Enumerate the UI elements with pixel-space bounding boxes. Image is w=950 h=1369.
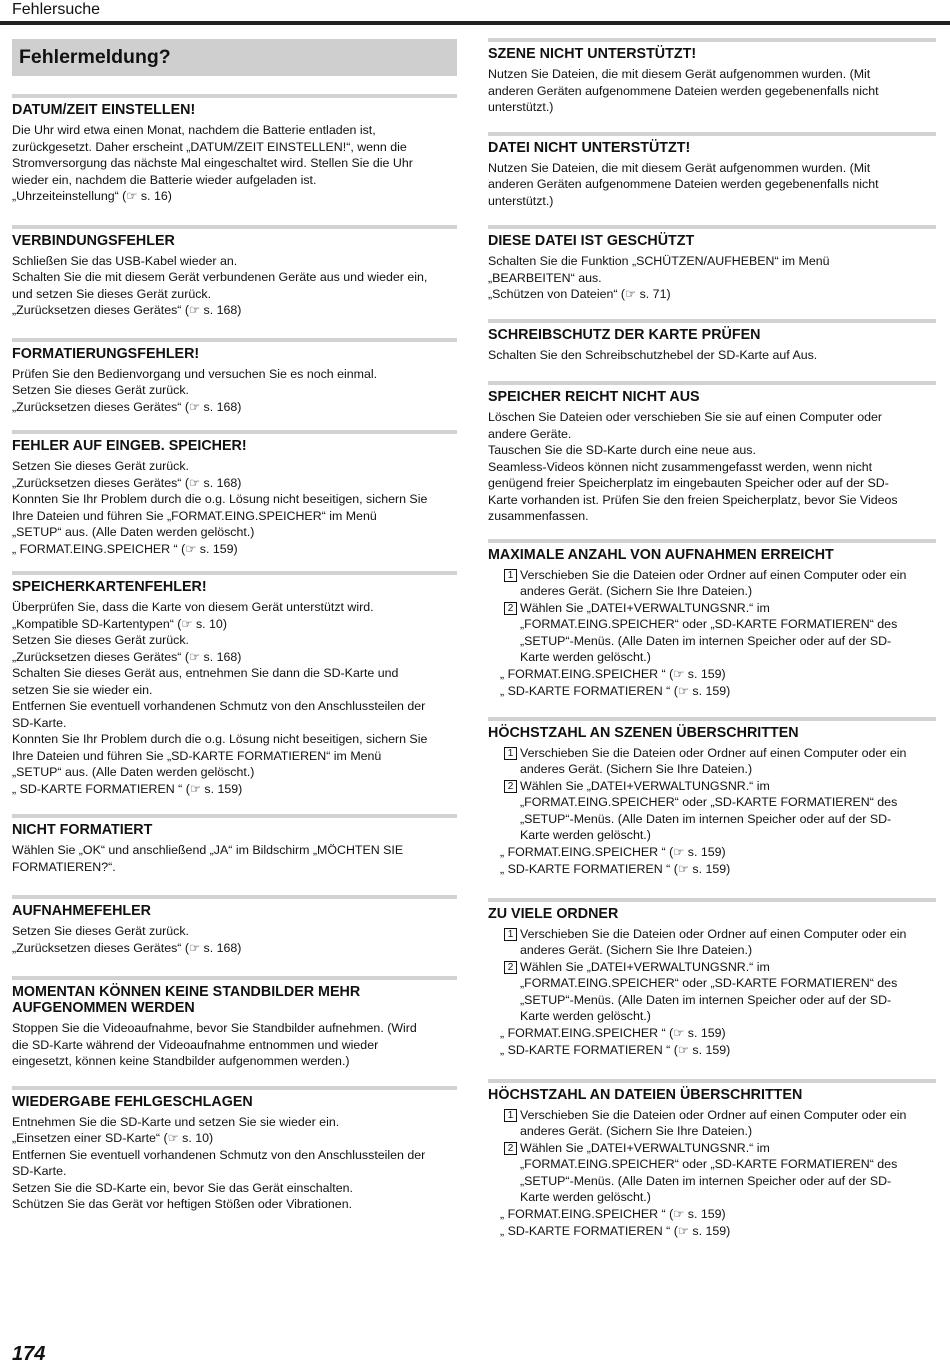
step-number: 1 [504,928,517,941]
section-title: WIEDERGABE FEHLGESCHLAGEN [12,1093,253,1110]
step-number: 2 [504,602,517,615]
body-line: Konnten Sie Ihr Problem durch die o.g. Lösung nicht beseitigen, sichern Sie [12,492,428,506]
section-bar [488,898,936,902]
body-line: „SETUP“ aus. (Alle Daten werden gelöscht.) [12,525,255,539]
body-line: anderen Geräten aufgenommene Dateien werden gegebenenfalls nicht [488,177,879,191]
body-line: „Zurücksetzen dieses Gerätes“ (☞ s. 168) [12,399,242,414]
body-line: Setzen Sie dieses Gerät zurück. [12,924,189,938]
body-line: Entfernen Sie eventuell vorhandenen Schmutz von den Anschlussteilen der [12,699,426,713]
section-body [12,253,457,319]
body-line: Ihre Dateien und führen Sie „SD-KARTE FORMATIEREN“ im Menü [12,748,382,763]
section-title: DATUM/ZEIT EINSTELLEN! [12,102,196,118]
body-line: setzen Sie sie wieder ein. [12,682,153,697]
body-line: Prüfen Sie den Bedienvorgang und versuchen Sie es noch einmal. [12,366,378,381]
section [12,430,457,557]
step-item [488,745,936,778]
section-title: ZU VIELE ORDNER [488,905,619,922]
body-line: Schützen Sie das Gerät vor heftigen Stößen oder Vibrationen. [12,1197,353,1211]
section-bar [488,225,936,229]
body-line: „Zurücksetzen dieses Gerätes“ (☞ s. 168) [12,475,242,490]
body-line: „Schützen von Dateien“ (☞ s. 71) [488,287,671,301]
step-text: anderes Gerät. (Sichern Sie Ihre Dateien.) [520,943,753,957]
body-line: Nutzen Sie Dateien, die mit diesem Gerät aufgenommen wurden. (Mit [488,160,871,175]
left-column [12,38,457,1213]
body-line: Ihre Dateien und führen Sie „FORMAT.EING.SPEICHER“ im Menü [12,508,377,523]
section-title: HÖCHSTZAHL AN SZENEN ÜBERSCHRITTEN [488,724,799,741]
section-title: SCHREIBSCHUTZ DER KARTE PRÜFEN [488,326,761,343]
step-number: 1 [504,569,517,582]
step-list [488,745,936,844]
step-text: Verschieben Sie die Dateien oder Ordner auf einen Computer oder ein [520,926,907,941]
reference-list [500,1025,936,1059]
section-bar [12,895,457,899]
step-text: „SETUP“-Menüs. (Alle Daten im internen Speicher oder auf der SD- [520,1173,892,1188]
body-line: zusammenfassen. [488,509,589,523]
section-bar [488,132,936,136]
step-item [488,926,936,959]
step-text: „SETUP“-Menüs. (Alle Daten im internen Speicher oder auf der SD- [520,633,892,648]
section [488,225,936,303]
body-line: Konnten Sie Ihr Problem durch die o.g. Lösung nicht beseitigen, sichern Sie [12,732,428,746]
step-text: Karte werden gelöscht.) [520,1009,651,1023]
section-body [12,599,457,797]
step-text: Wählen Sie „DATEI+VERWALTUNGSNR.“ im [520,600,770,615]
step-text: Karte werden gelöscht.) [520,828,651,842]
section-bar [12,430,457,434]
body-line: Schalten Sie die mit diesem Gerät verbundenen Geräte aus und wieder ein, [12,270,428,284]
step-item [488,600,936,666]
body-line: Schalten Sie die Funktion „SCHÜTZEN/AUFHEBEN“ im Menü [488,254,830,268]
step-item [488,959,936,1025]
body-line: „ SD-KARTE FORMATIEREN “ (☞ s. 159) [12,781,243,796]
section-title: DATEI NICHT UNTERSTÜTZT! [488,139,691,156]
reference-link: „ FORMAT.EING.SPEICHER “ (☞ s. 159) [500,844,726,859]
section-bar [488,1079,936,1083]
section-bar [12,814,457,818]
reference-link: „ SD-KARTE FORMATIEREN “ (☞ s. 159) [500,861,731,876]
section [488,717,936,878]
section [488,898,936,1059]
section-body [488,409,936,525]
step-item [488,1140,936,1206]
body-line: Überprüfen Sie, dass die Karte von diesem Gerät unterstützt wird. [12,600,374,614]
page-title: Fehlermeldung? [19,46,171,68]
reference-list [500,1206,936,1240]
body-line: Setzen Sie dieses Gerät zurück. [12,459,189,473]
step-number: 2 [504,961,517,974]
section [488,1079,936,1240]
section-body [12,366,457,416]
body-line: „ FORMAT.EING.SPEICHER “ (☞ s. 159) [12,541,238,556]
reference-link: „ SD-KARTE FORMATIEREN “ (☞ s. 159) [500,1042,731,1057]
right-column [488,38,936,1240]
body-line: „Kompatible SD-Kartentypen“ (☞ s. 10) [12,616,227,631]
body-line: Schalten Sie den Schreibschutzhebel der SD-Karte auf Aus. [488,347,818,362]
step-text: „FORMAT.EING.SPEICHER“ oder „SD-KARTE FORMATIEREN“ des [520,617,898,631]
body-line: Schließen Sie das USB-Kabel wieder an. [12,253,238,268]
section-title: NICHT FORMATIERT [12,822,153,838]
section-bar [12,94,457,98]
step-list [488,926,936,1025]
section-title: FORMATIERUNGSFEHLER! [12,345,200,362]
body-line: eingesetzt, können keine Standbilder aufgenommen werden.) [12,1054,350,1068]
section-title: MOMENTAN KÖNNEN KEINE STANDBILDER MEHR AUFGENOMMEN WERDEN [12,984,361,1016]
step-text: anderes Gerät. (Sichern Sie Ihre Dateien.) [520,762,753,776]
section-bar [12,571,457,575]
section-bar [12,1086,457,1090]
section-body [12,1114,457,1213]
body-line: „BEARBEITEN“ aus. [488,270,602,285]
step-text: Karte werden gelöscht.) [520,650,651,664]
step-number: 1 [504,747,517,760]
body-line: Seamless-Videos können nicht zusammengefasst werden, wenn nicht [488,459,873,474]
section-body [488,347,936,364]
section-bar [488,539,936,543]
section-title: AUFNAHMEFEHLER [12,903,151,919]
section-title: SZENE NICHT UNTERSTÜTZT! [488,46,697,62]
section [488,319,936,364]
step-text: anderes Gerät. (Sichern Sie Ihre Dateien.) [520,584,753,598]
body-line: Tauschen Sie die SD-Karte durch eine neue aus. [488,443,756,457]
step-text: „FORMAT.EING.SPEICHER“ oder „SD-KARTE FORMATIEREN“ des [520,976,898,990]
body-line: anderen Geräten aufgenommene Dateien werden gegebenenfalls nicht [488,83,879,98]
step-item [488,778,936,844]
section-body [12,842,457,875]
section-title: DIESE DATEI IST GESCHÜTZT [488,233,695,249]
body-line: unterstützt.) [488,193,554,208]
section [12,225,457,319]
reference-link: „ FORMAT.EING.SPEICHER “ (☞ s. 159) [500,666,726,681]
section-body [488,160,936,210]
section-bar [12,976,457,980]
section-title: SPEICHERKARTENFEHLER! [12,579,207,595]
section-bar [12,338,457,342]
step-text: „SETUP“-Menüs. (Alle Daten im internen Speicher oder auf der SD- [520,992,892,1007]
body-line: und setzen Sie dieses Gerät zurück. [12,286,212,301]
step-item [488,1107,936,1140]
section [12,94,457,205]
body-line: Stromversorgung das nächste Mal eingeschaltet wird. Stellen Sie die Uhr [12,156,413,170]
reference-list [500,666,936,700]
section [12,814,457,875]
body-line: genügend freier Speicherplatz im eingebauten Speicher oder auf der SD- [488,476,889,490]
section [12,571,457,797]
body-line: „Einsetzen einer SD-Karte“ (☞ s. 10) [12,1131,214,1145]
reference-link: „ SD-KARTE FORMATIEREN “ (☞ s. 159) [500,683,731,698]
body-line: andere Geräte. [488,426,572,441]
section-bar [488,717,936,721]
section-body [12,1020,457,1070]
header-rule [0,21,950,25]
body-line: Setzen Sie die SD-Karte ein, bevor Sie das Gerät einschalten. [12,1180,353,1195]
page-header [0,0,950,30]
section-title: VERBINDUNGSFEHLER [12,232,175,249]
step-text: Verschieben Sie die Dateien oder Ordner auf einen Computer oder ein [520,745,907,760]
step-list [488,1107,936,1206]
body-line: Löschen Sie Dateien oder verschieben Sie sie auf einen Computer oder [488,410,882,424]
section-body [12,923,457,956]
step-list [488,567,936,666]
body-line: „Zurücksetzen dieses Gerätes“ (☞ s. 168) [12,303,242,317]
section-body [12,122,457,205]
body-line: Entnehmen Sie die SD-Karte und setzen Sie sie wieder ein. [12,1114,340,1129]
step-number: 2 [504,780,517,793]
reference-link: „ FORMAT.EING.SPEICHER “ (☞ s. 159) [500,1025,726,1040]
section [488,132,936,210]
body-line: „Uhrzeiteinstellung“ (☞ s. 16) [12,189,172,203]
page-title-box [12,39,457,76]
body-line: Die Uhr wird etwa einen Monat, nachdem die Batterie entladen ist, [12,123,376,137]
reference-list [500,844,936,878]
step-text: Wählen Sie „DATEI+VERWALTUNGSNR.“ im [520,1140,770,1155]
step-text: Verschieben Sie die Dateien oder Ordner auf einen Computer oder ein [520,1107,907,1122]
section [488,539,936,700]
body-line: die SD-Karte während der Videoaufnahme entnommen und wieder [12,1037,379,1052]
body-line: Schalten Sie dieses Gerät aus, entnehmen Sie dann die SD-Karte und [12,666,399,680]
step-text: „FORMAT.EING.SPEICHER“ oder „SD-KARTE FORMATIEREN“ des [520,795,898,809]
section-body [488,66,936,116]
section-title: SPEICHER REICHT NICHT AUS [488,389,700,405]
body-line: „SETUP“ aus. (Alle Daten werden gelöscht.) [12,765,255,779]
section-body [488,253,936,303]
section-title: FEHLER AUF EINGEB. SPEICHER! [12,438,247,454]
section-bar [488,319,936,323]
step-text: anderes Gerät. (Sichern Sie Ihre Dateien.) [520,1124,753,1138]
body-line: Karte vorhanden ist. Prüfen Sie den freien Speicherplatz, bevor Sie Videos [488,492,898,507]
step-item [488,567,936,600]
section-title: MAXIMALE ANZAHL VON AUFNAHMEN ERREICHT [488,546,834,563]
section [488,38,936,116]
body-line: wieder ein, nachdem die Batterie wieder aufgeladen ist. [12,172,317,187]
page-number: 174 [12,1343,46,1365]
reference-link: „ FORMAT.EING.SPEICHER “ (☞ s. 159) [500,1206,726,1221]
section [488,381,936,525]
step-text: Wählen Sie „DATEI+VERWALTUNGSNR.“ im [520,778,770,793]
reference-link: „ SD-KARTE FORMATIEREN “ (☞ s. 159) [500,1223,731,1238]
section-body [12,458,457,557]
step-number: 2 [504,1142,517,1155]
body-line: unterstützt.) [488,100,554,114]
body-line: „Zurücksetzen dieses Gerätes“ (☞ s. 168) [12,649,242,664]
body-line: Setzen Sie dieses Gerät zurück. [12,633,189,647]
section-title: HÖCHSTZAHL AN DATEIEN ÜBERSCHRITTEN [488,1086,803,1103]
header-title: Fehlersuche [12,1,101,18]
section [12,895,457,956]
body-line: FORMATIEREN?“. [12,859,116,874]
section-bar [12,225,457,229]
body-line: Setzen Sie dieses Gerät zurück. [12,383,189,397]
body-line: SD-Karte. [12,715,67,730]
body-line: SD-Karte. [12,1164,67,1178]
body-line: Entfernen Sie eventuell vorhandenen Schmutz von den Anschlussteilen der [12,1147,426,1162]
section [12,338,457,416]
section [12,1086,457,1213]
body-line: Stoppen Sie die Videoaufnahme, bevor Sie Standbilder aufnehmen. (Wird [12,1021,417,1035]
body-line: Wählen Sie „OK“ und anschließend „JA“ im Bildschirm „MÖCHTEN SIE [12,843,404,857]
step-text: „SETUP“-Menüs. (Alle Daten im internen Speicher oder auf der SD- [520,811,892,826]
section-bar [488,381,936,385]
step-text: Karte werden gelöscht.) [520,1190,651,1204]
step-text: Wählen Sie „DATEI+VERWALTUNGSNR.“ im [520,959,770,974]
body-line: Nutzen Sie Dateien, die mit diesem Gerät aufgenommen wurden. (Mit [488,67,871,81]
section [12,976,457,1070]
step-number: 1 [504,1109,517,1122]
step-text: Verschieben Sie die Dateien oder Ordner auf einen Computer oder ein [520,567,907,582]
step-text: „FORMAT.EING.SPEICHER“ oder „SD-KARTE FORMATIEREN“ des [520,1157,898,1171]
section-bar [488,38,936,42]
body-line: zurückgesetzt. Daher erscheint „DATUM/ZEIT EINSTELLEN!“, wenn die [12,139,407,154]
body-line: „Zurücksetzen dieses Gerätes“ (☞ s. 168) [12,940,242,955]
